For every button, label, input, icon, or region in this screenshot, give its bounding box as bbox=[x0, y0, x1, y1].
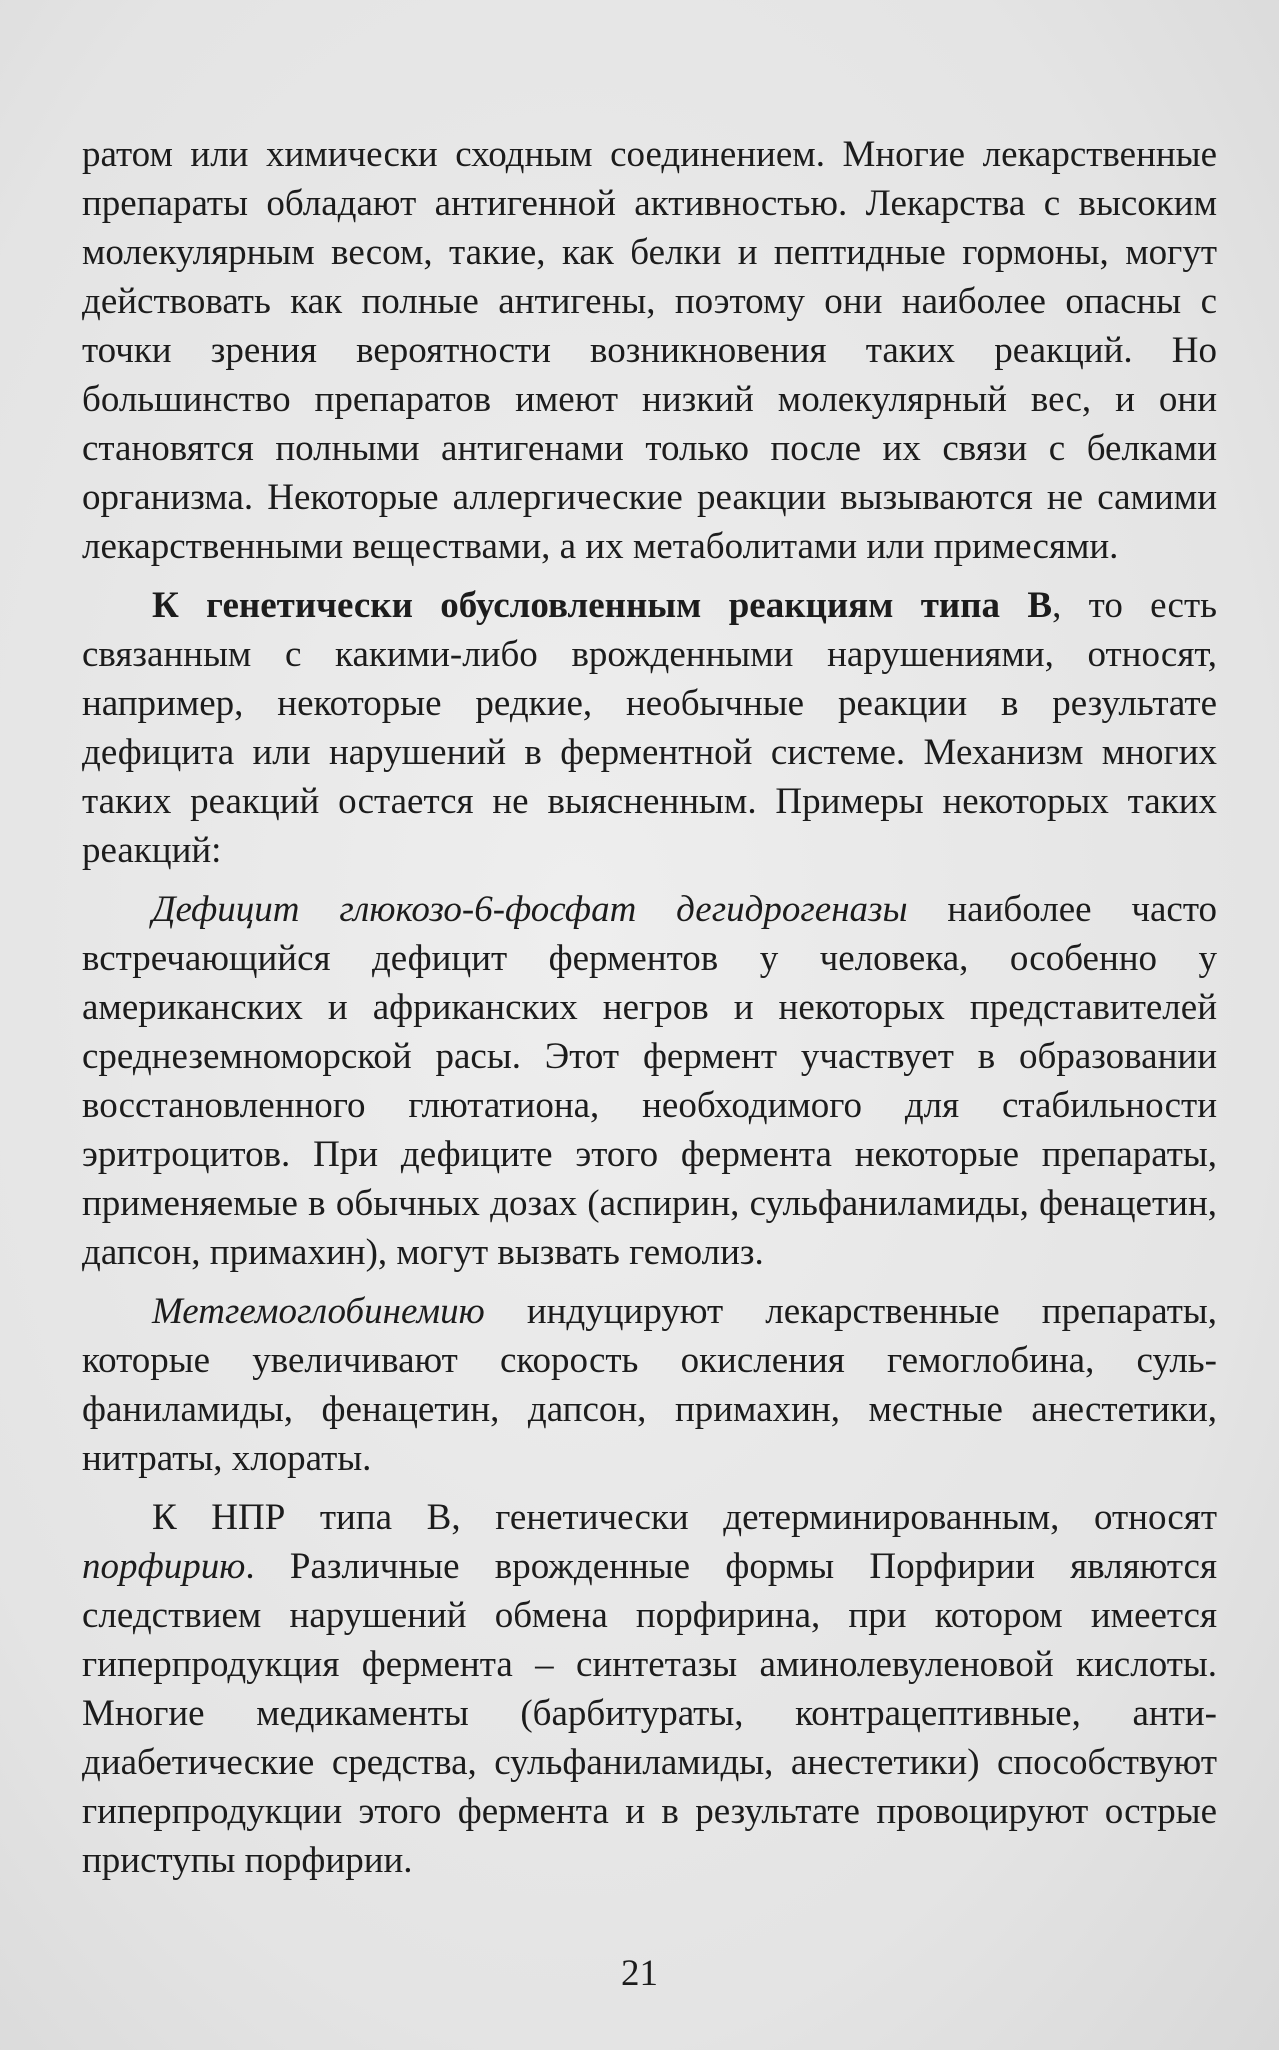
paragraph-5-text-start: К НПР типа В, генетически детерминированным, относят bbox=[152, 1497, 1217, 1538]
paragraph-5 bbox=[82, 1493, 1217, 1885]
paragraph-2-text: , то есть связанным с какими-либо врожденными нарушениями, относят, например, некоторые редкие, необычные реакции в результате дефицита или нарушений в ферментной системе. Механизм многих таких реакций остается не выясненным. Примеры некоторых таких реакций: bbox=[82, 585, 1217, 871]
paragraph-2 bbox=[82, 581, 1217, 875]
paragraph-4-text: индуцируют лекарственные препараты, которые увеличивают скорость окисления гемоглобина, сульфаниламиды, фенацетин, дапсон, примахин, местные анестетики, нитраты, хлораты. bbox=[82, 1291, 1217, 1479]
paragraph-4-italic-term: Метгемоглобинемию bbox=[152, 1291, 485, 1332]
paragraph-2-bold-heading: К генетически обусловленным реакциям типа В bbox=[152, 585, 1053, 626]
paragraph-5-text-end: . Различные врожденные формы Порфирии являются следствием нарушений обмена порфирина, при котором имеется гиперпродукция фермента – синтетазы аминолевуленовой кислоты. Многие медикаменты (барбитураты, контрацептивные, антидиабетические средства, сульфаниламиды, анестетики) способствуют гиперпродукции этого фермента и в результате провоцируют острые приступы порфирии. bbox=[82, 1546, 1217, 1881]
paragraph-5-italic-term: порфирию bbox=[82, 1546, 246, 1587]
paragraph-3-italic-term: Дефицит глюкозо-6-фосфат дегидрогеназы bbox=[152, 889, 908, 930]
paragraph-3-text: наиболее часто встречающийся дефицит ферментов у человека, особенно у американских и африканских негров и некоторых представителей среднеземноморской расы. Этот фермент участвует в образовании восстановленного глютатиона, необходимого для стабильности эритроцитов. При дефиците этого фермента некоторые препараты, применяемые в обычных дозах (аспирин, сульфаниламиды, фенацетин, дапсон, примахин), могут вызвать гемолиз. bbox=[82, 889, 1217, 1273]
paragraph-1-text: ратом или химически сходным соединением. Многие лекарственные препараты обладают антигенной активностью. Лекарства с высоким молекулярным весом, такие, как белки и пептидные гормоны, могут действовать как полные антигены, поэтому они наиболее опасны с точки зрения вероятности возникновения таких реакций. Но большинство препаратов имеют низкий молекулярный вес, и они становятся полными антигенами только после их связи с белками организма. Некоторые аллергические реакции вызываются не самими лекарственными веществами, а их метаболитами или примесями. bbox=[82, 134, 1217, 567]
paragraph-3 bbox=[82, 885, 1217, 1277]
paragraph-1 bbox=[82, 130, 1217, 571]
page-number: 21 bbox=[621, 1953, 658, 1994]
body-text bbox=[82, 130, 1217, 1885]
paragraph-4 bbox=[82, 1287, 1217, 1483]
